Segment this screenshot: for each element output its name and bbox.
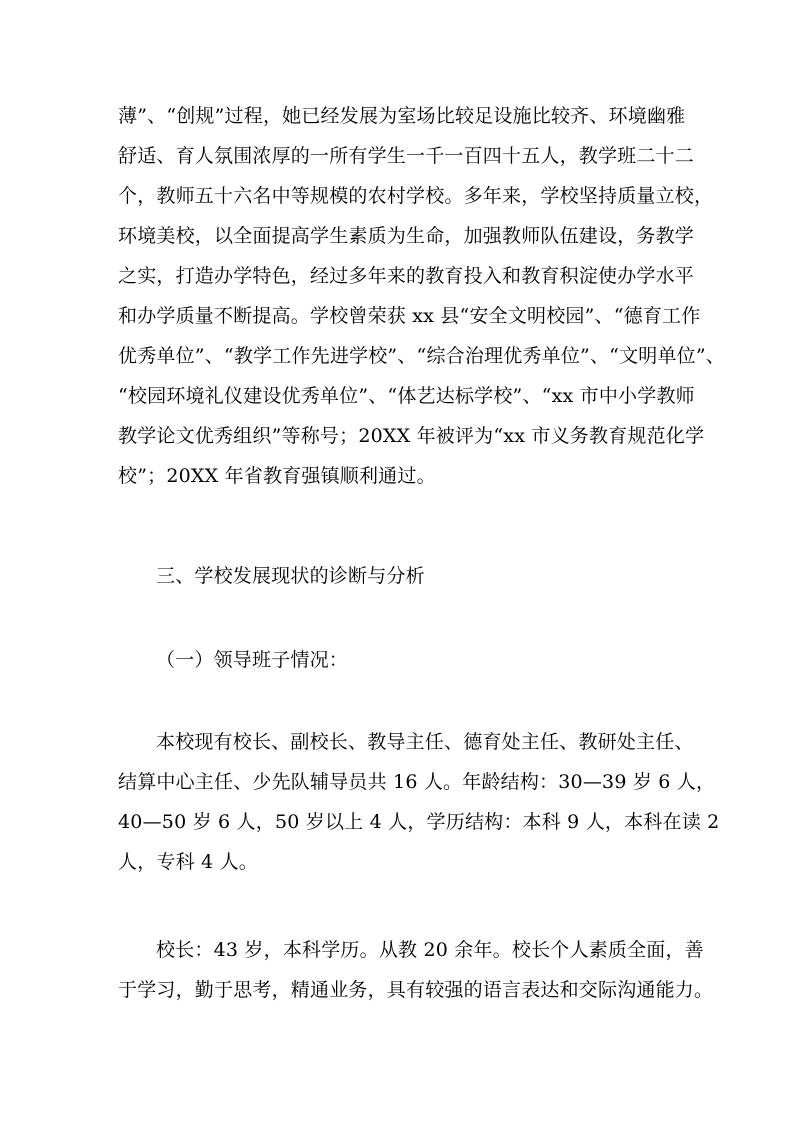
section-heading: 三、学校发展现状的诊断与分析 <box>156 565 425 587</box>
paragraph-line: 之实，打造办学特色，经过多年来的教育投入和教育积淀使办学水平 <box>118 265 695 287</box>
subsection-heading: （一）领导班子情况： <box>156 649 349 671</box>
paragraph-line: 结算中心主任、少先队辅导员共 16 人。年龄结构：30—39 岁 6 人， <box>118 771 716 793</box>
paragraph-line: 教学论文优秀组织”等称号；20XX 年被评为“xx 市义务教育规范化学 <box>118 425 705 447</box>
paragraph-line: 优秀单位”、“教学工作先进学校”、“综合治理优秀单位”、“文明单位”、 <box>118 345 725 367</box>
paragraph-line: 于学习，勤于思考，精通业务，具有较强的语言表达和交际沟通能力。 <box>118 979 714 1001</box>
paragraph-line: 校长：43 岁，本科学历。从教 20 余年。校长个人素质全面，善 <box>156 939 704 961</box>
paragraph-line: 本校现有校长、副校长、教导主任、德育处主任、教研处主任、 <box>156 731 694 753</box>
paragraph-line: 人，专科 4 人。 <box>118 851 258 873</box>
paragraph-line: 薄”、“创规”过程，她已经发展为室场比较足设施比较齐、环境幽雅 <box>118 105 686 127</box>
paragraph-line: 环境美校，以全面提高学生素质为生命，加强教师队伍建设，务教学 <box>118 225 695 247</box>
paragraph-line: 舒适、育人氛围浓厚的一所有学生一千一百四十五人，教学班二十二 <box>118 145 695 167</box>
paragraph-line: 校”；20XX 年省教育强镇顺利通过。 <box>118 465 436 487</box>
paragraph-line: 个，教师五十六名中等规模的农村学校。多年来，学校坚持质量立校， <box>118 185 714 207</box>
paragraph-line: “校园环境礼仪建设优秀单位”、“体艺达标学校”、“xx 市中小学教师 <box>118 385 695 407</box>
paragraph-line: 和办学质量不断提高。学校曾荣获 xx 县“安全文明校园”、“德育工作 <box>118 305 701 327</box>
paragraph-line: 40—50 岁 6 人，50 岁以上 4 人，学历结构：本科 9 人，本科在读 2 <box>118 811 720 833</box>
